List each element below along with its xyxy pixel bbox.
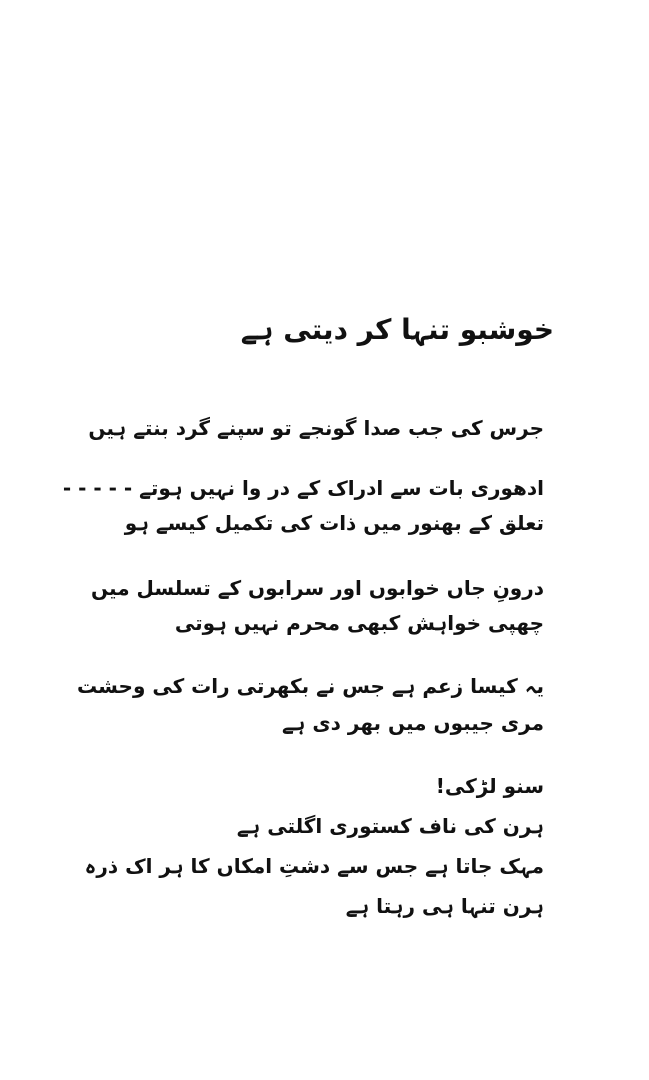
poem-line: ادھوری بات سے ادراک کے در وا نہیں ہوتے - - - - - <box>62 476 544 500</box>
poem-line: ہرن تنہا ہی رہتا ہے <box>345 894 544 918</box>
poem-line: مری جیبوں میں بھر دی ہے <box>281 711 544 735</box>
poem-line: یہ کیسا زعم ہے جس نے بکھرتی رات کی وحشت <box>77 674 544 698</box>
poem-line: مہک جاتا ہے جس سے دشتِ امکاں کا ہر اک ذرہ <box>84 854 544 878</box>
poem-line: جرس کی جب صدا گونجے تو سپنے گرد بنتے ہیں <box>88 416 544 440</box>
poem-line: درونِ جاں خوابوں اور سرابوں کے تسلسل میں <box>91 576 544 600</box>
poem-line: ہرن کی ناف کستوری اگلتی ہے <box>236 814 544 838</box>
poem-title: خوشبو تنہا کر دیتی ہے <box>240 313 554 346</box>
poem-line: تعلق کے بھنور میں ذات کی تکمیل کیسے ہو <box>124 511 544 535</box>
poem-line: چھپی خواہش کبھی محرم نہیں ہوتی <box>174 611 544 635</box>
poem-line: سنو لڑکی! <box>435 774 544 798</box>
